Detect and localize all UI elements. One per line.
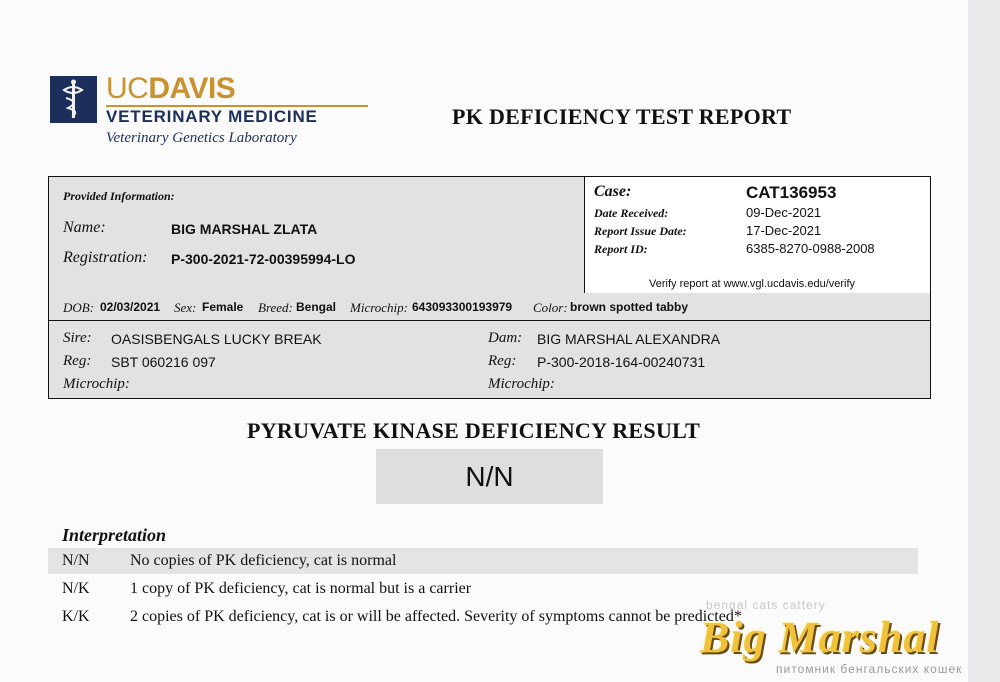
genotype-code: K/K [62, 608, 90, 625]
genotype-description: No copies of PK deficiency, cat is normal [130, 552, 397, 569]
result-value: N/N [465, 461, 514, 492]
result-box [376, 449, 603, 504]
watermark-logo: Big Marshal [700, 613, 940, 662]
brand-subtitle: VETERINARY MEDICINE [106, 107, 318, 126]
page-edge [968, 0, 1000, 682]
registration-label: Registration: [63, 249, 148, 266]
breed-value: Bengal [296, 300, 337, 314]
provided-heading: Provided Information: [63, 189, 175, 203]
genotype-code: N/K [62, 580, 90, 597]
registration-number: P-300-2021-72-00395994-LO [171, 251, 356, 267]
parents-box [48, 320, 931, 399]
microchip-value: 643093300193979 [412, 300, 513, 314]
name-label: Name: [63, 219, 106, 236]
result-title: PYRUVATE KINASE DEFICIENCY RESULT [247, 418, 701, 443]
dob-value: 02/03/2021 [100, 300, 161, 314]
watermark-subtitle: питомник бенгальских кошек [776, 662, 963, 676]
sire-name: OASISBENGALS LUCKY BREAK [111, 331, 322, 347]
dam-label: Dam: [488, 330, 523, 346]
sire-microchip-label: Microchip: [63, 376, 130, 392]
date-received: 09-Dec-2021 [746, 205, 822, 220]
animal-details-strip [48, 293, 931, 321]
report-id-label: Report ID: [594, 242, 648, 256]
color-label: Color: [533, 300, 568, 315]
report-id: 6385-8270-0988-2008 [746, 241, 875, 256]
interpretation-row [48, 548, 918, 574]
dam-microchip-label: Microchip: [488, 376, 555, 392]
color-value: brown spotted tabby [570, 300, 688, 314]
case-label: Case: [594, 183, 632, 200]
date-received-label: Date Received: [594, 206, 669, 220]
brand-name: UCDAVIS [106, 72, 236, 105]
breed-label: Breed: [258, 300, 293, 315]
interpretation-title: Interpretation [62, 525, 167, 545]
microchip-label: Microchip: [350, 300, 408, 315]
provided-info-panel [49, 177, 585, 294]
genotype-code: N/N [62, 552, 90, 569]
report-title: PK DEFICIENCY TEST REPORT [452, 104, 792, 129]
cat-name: BIG MARSHAL ZLATA [171, 221, 318, 237]
info-box [48, 176, 931, 295]
watermark-caption: bengal cats cattery [706, 598, 826, 612]
case-number: CAT136953 [746, 183, 837, 202]
issue-date: 17-Dec-2021 [746, 223, 822, 238]
caduceus-icon [50, 76, 97, 123]
verify-link[interactable]: Verify report at www.vgl.ucdavis.edu/verify [649, 278, 856, 290]
dam-reg: P-300-2018-164-00240731 [537, 354, 706, 370]
dob-label: DOB: [63, 300, 95, 315]
genotype-description: 2 copies of PK deficiency, cat is or will be affected. Severity of symptoms cannot be predicted* [130, 608, 742, 625]
sex-label: Sex: [174, 300, 197, 315]
sex-value: Female [202, 300, 244, 314]
sire-reg-label: Reg: [63, 353, 92, 369]
issue-date-label: Report Issue Date: [594, 224, 687, 238]
dam-reg-label: Reg: [488, 353, 517, 369]
sire-reg: SBT 060216 097 [111, 354, 216, 370]
genotype-description: 1 copy of PK deficiency, cat is normal but is a carrier [130, 580, 472, 597]
lab-name: Veterinary Genetics Laboratory [106, 130, 297, 146]
dam-name: BIG MARSHAL ALEXANDRA [537, 331, 721, 347]
sire-label: Sire: [63, 330, 92, 346]
